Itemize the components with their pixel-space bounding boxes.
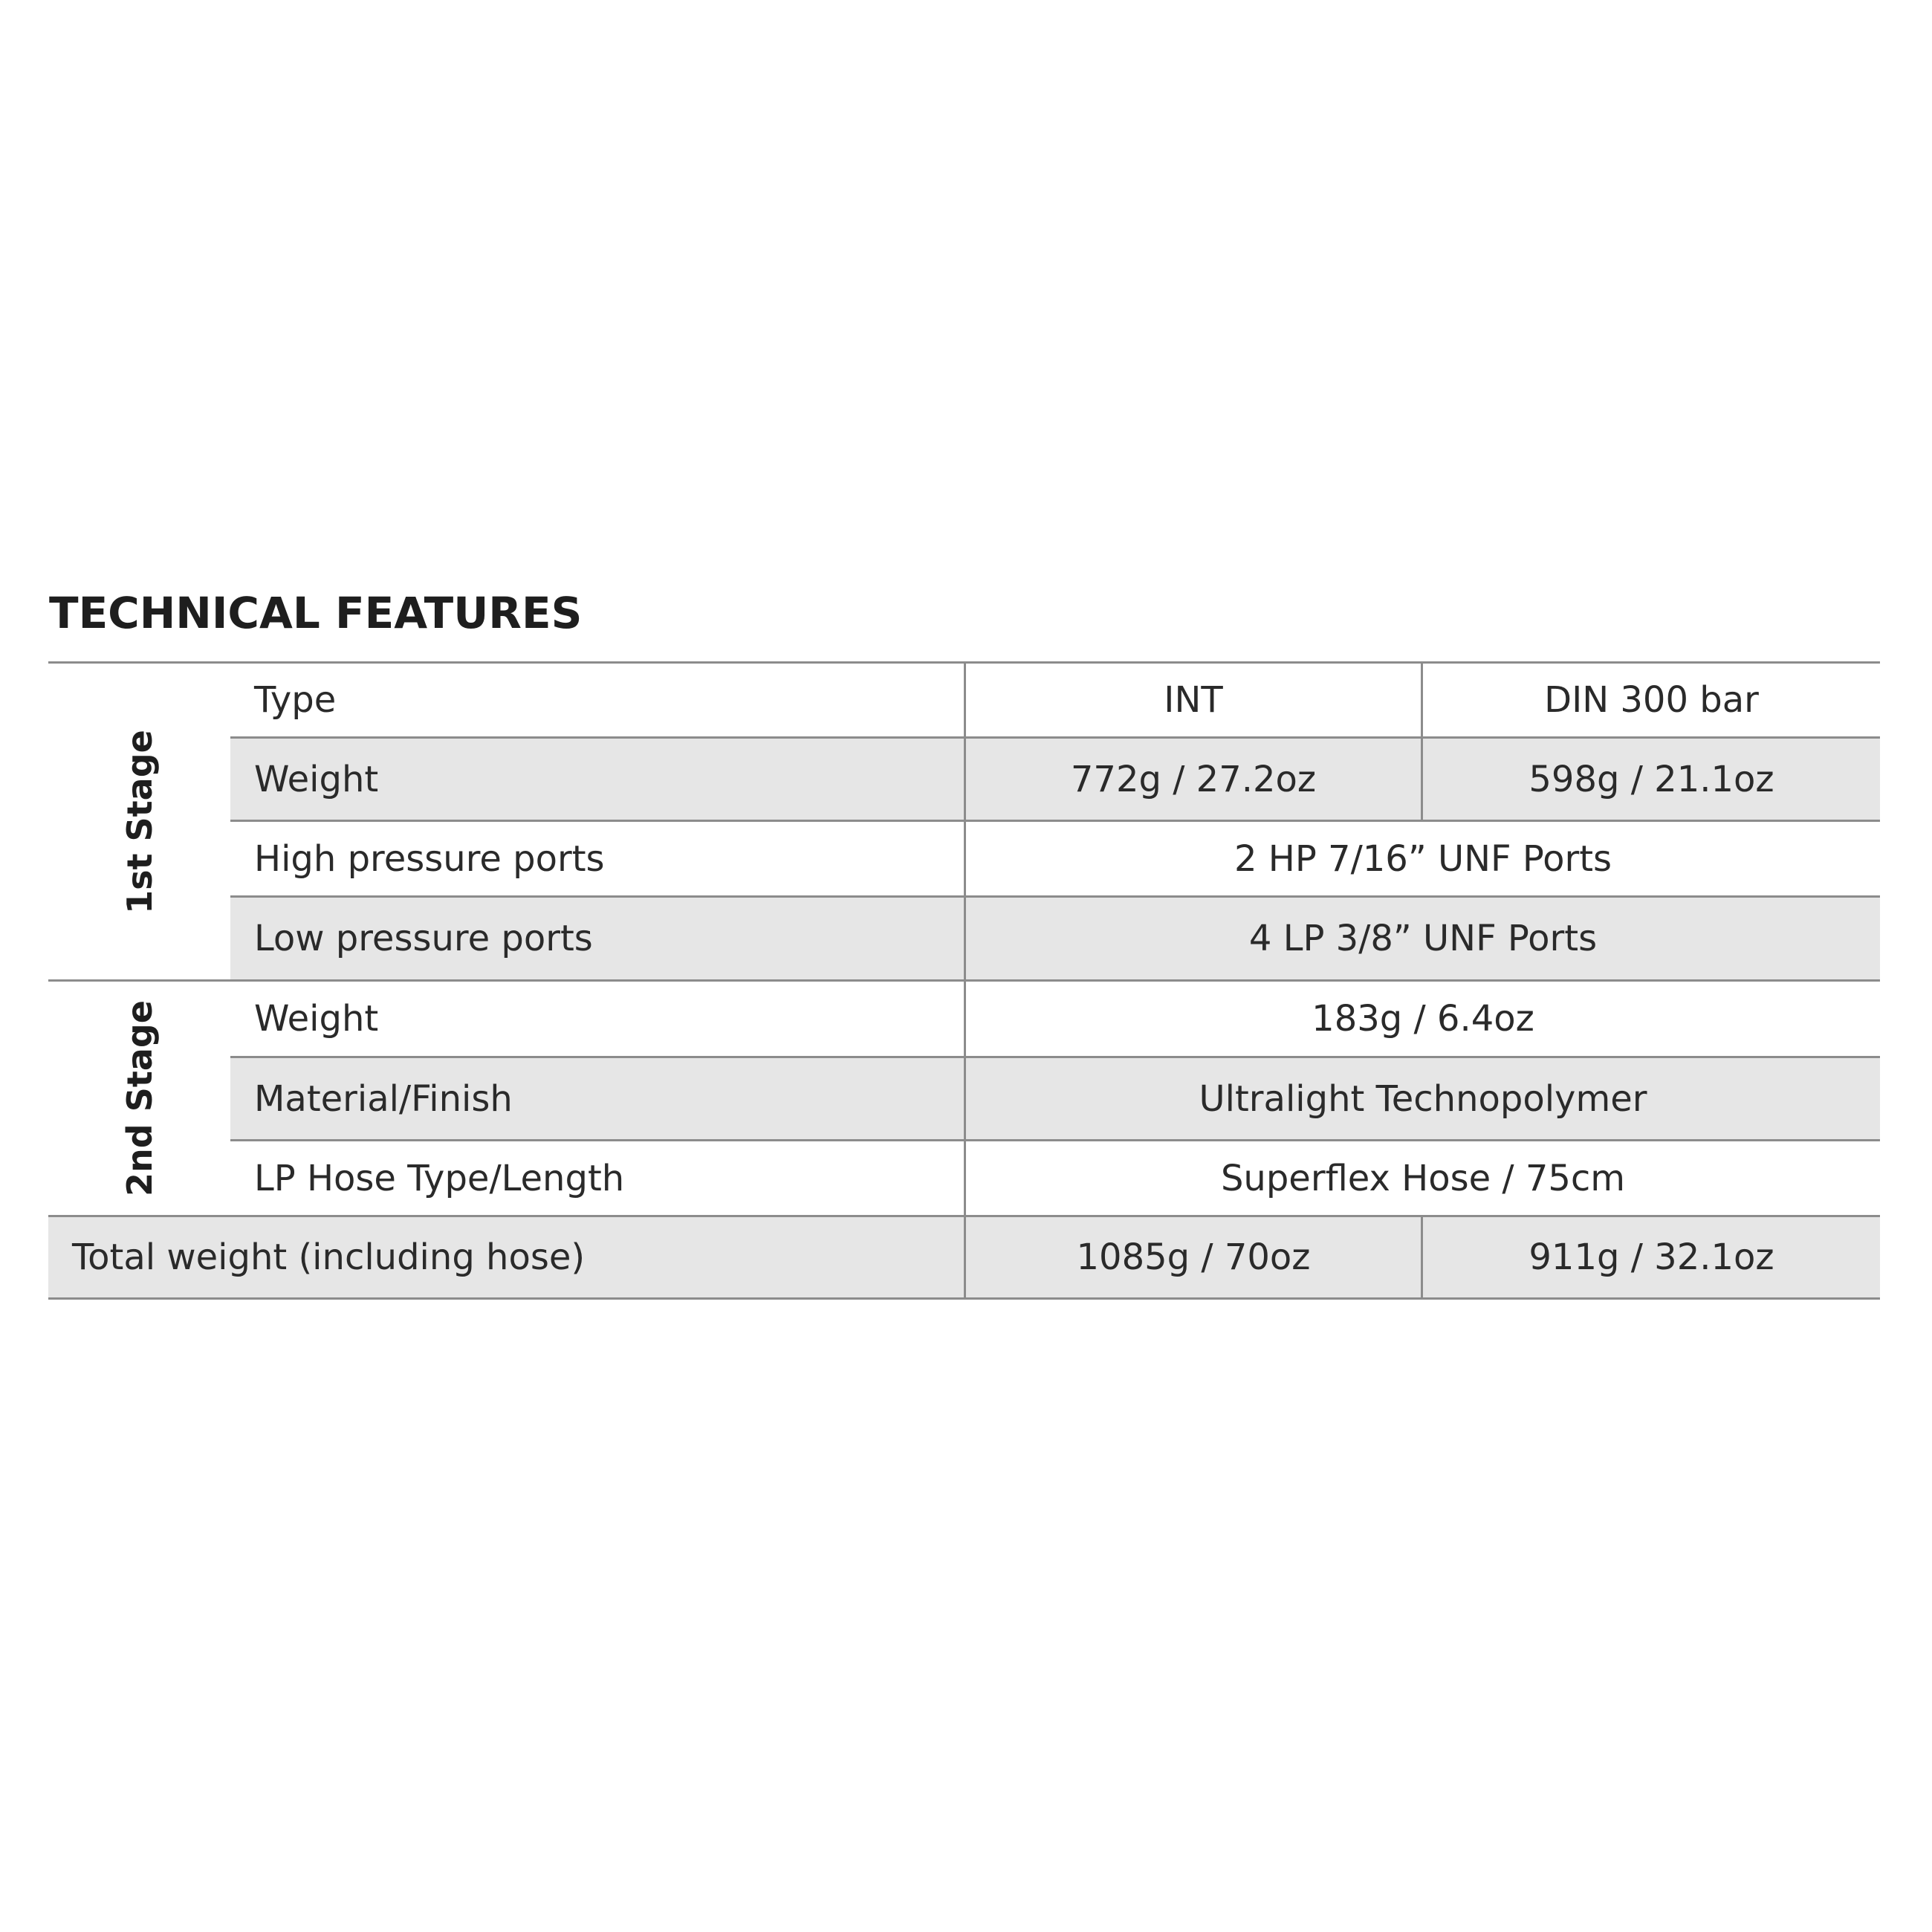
row-label-weight-1st: Weight xyxy=(254,758,379,800)
row-label-material: Material/Finish xyxy=(254,1077,513,1120)
weight-1st-int: 772g / 27.2oz xyxy=(1070,758,1317,800)
row-label-total-weight: Total weight (including hose) xyxy=(72,1236,586,1278)
row-label-weight-2nd: Weight xyxy=(254,998,379,1040)
type-din-header: DIN 300 bar xyxy=(1544,679,1759,721)
group-label-1st-stage: 1st Stage xyxy=(119,729,160,914)
lp-hose-value: Superflex Hose / 75cm xyxy=(1220,1157,1626,1199)
page-title: TECHNICAL FEATURES xyxy=(49,588,583,638)
total-weight-int: 1085g / 70oz xyxy=(1076,1236,1311,1278)
type-int-header: INT xyxy=(1164,679,1223,721)
low-pressure-value: 4 LP 3/8” UNF Ports xyxy=(1248,918,1598,959)
high-pressure-value: 2 HP 7/16” UNF Ports xyxy=(1234,837,1612,880)
material-value: Ultralight Technopolymer xyxy=(1199,1077,1647,1120)
row-label-lp-hose: LP Hose Type/Length xyxy=(254,1157,625,1199)
row-label-type: Type xyxy=(254,679,337,721)
row-label-low-pressure: Low pressure ports xyxy=(254,918,593,959)
total-weight-din: 911g / 32.1oz xyxy=(1529,1236,1774,1278)
weight-1st-din: 598g / 21.1oz xyxy=(1529,758,1774,800)
technical-features-table xyxy=(48,661,1880,1308)
weight-2nd-value: 183g / 6.4oz xyxy=(1312,998,1534,1040)
row-label-high-pressure: High pressure ports xyxy=(254,837,605,880)
group-label-2nd-stage: 2nd Stage xyxy=(119,1000,160,1196)
